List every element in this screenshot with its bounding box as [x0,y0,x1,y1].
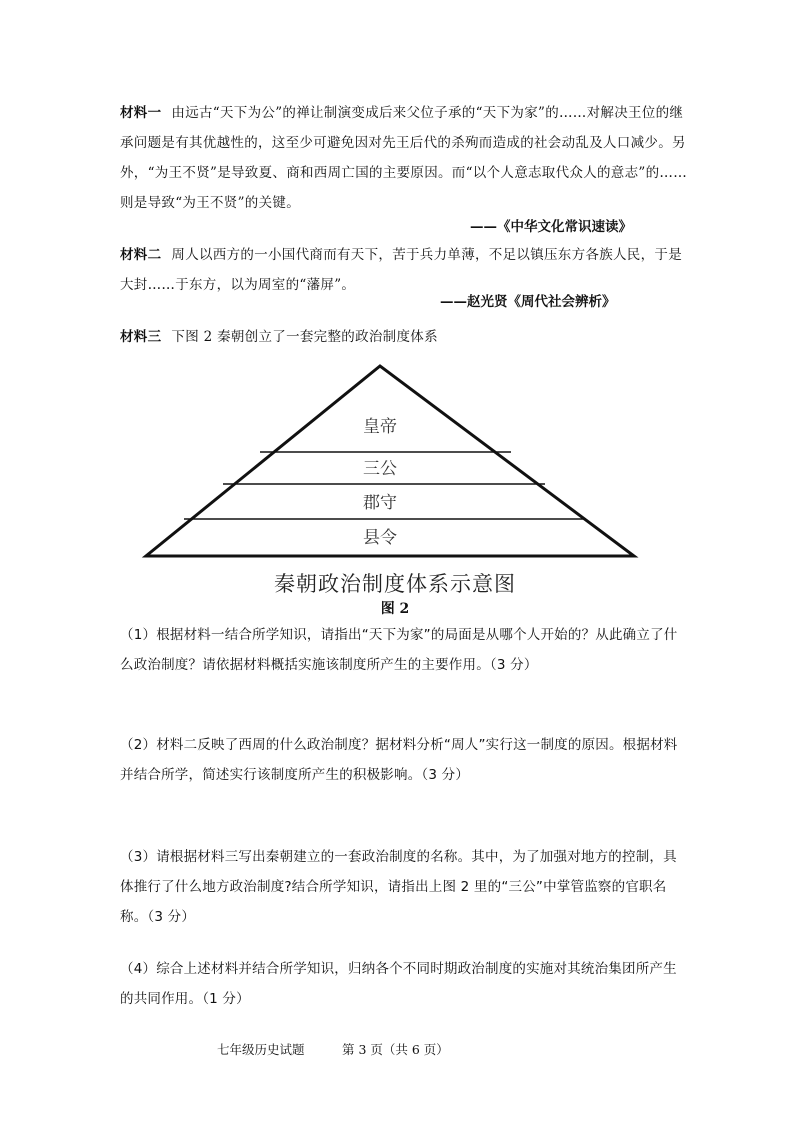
material-three-text: 下图 2 秦朝创立了一套完整的政治制度体系 [171,329,438,345]
pyramid-level-commandery: 郡守 [363,493,397,513]
footer-exam-name: 七年级历史试题 [217,1042,305,1057]
diagram-caption: 秦朝政治制度体系示意图 [274,572,516,596]
material-one-label: 材料一 [120,105,162,121]
material-one-text: 由远古“天下为公”的禅让制演变成后来父位子承的“天下为家”的……对解决王位的继承问题是有其优越性的，这至少可避免因对先王后代的杀殉而造成的社会动乱及人口减少。另外，“为王不贤”是导致夏、商和西周亡国的主要原因。而“以个人意志取代众人的意志”的……则是导致“为王不贤”的关键。 [120,105,688,211]
qin-political-pyramid-diagram [140,362,640,567]
footer-page-info: 第 3 页（共 6 页） [342,1042,449,1057]
material-two-label: 材料二 [120,247,162,263]
pyramid-level-three-ministers: 三公 [363,459,397,479]
pyramid-level-county: 县令 [363,528,397,548]
question-4: （4）综合上述材料并结合所学知识，归纳各个不同时期政治制度的实施对其统治集团所产生的共同作用。（1 分） [120,961,677,1007]
material-three-label: 材料三 [120,329,162,345]
pyramid-level-emperor: 皇帝 [363,417,397,437]
material-two-source: ——赵光贤《周代社会辨析》 [440,294,616,310]
material-two-text: 周人以西方的一小国代商而有天下，苦于兵力单薄，不足以镇压东方各族人民，于是大封……于东方，以为周室的“藩屏”。 [120,247,683,293]
material-three [120,322,690,352]
question-2: （2）材料二反映了西周的什么政治制度？据材料分析“周人”实行这一制度的原因。根据材料并结合所学，简述实行该制度所产生的积极影响。（3 分） [120,737,678,783]
question-1: （1）根据材料一结合所学知识，请指出“天下为家”的局面是从哪个人开始的？从此确立了什么政治制度？请依据材料概括实施该制度所产生的主要作用。（3 分） [120,627,678,673]
material-one [120,98,690,218]
figure-label: 图 2 [380,601,410,617]
material-one-source: ——《中华文化常识速读》 [470,219,632,235]
question-3: （3）请根据材料三写出秦朝建立的一套政治制度的名称。其中，为了加强对地方的控制，具体推行了什么地方政治制度?结合所学知识，请指出上图 2 里的“三公”中掌管监察的官职名称。（3 分） [120,849,677,925]
